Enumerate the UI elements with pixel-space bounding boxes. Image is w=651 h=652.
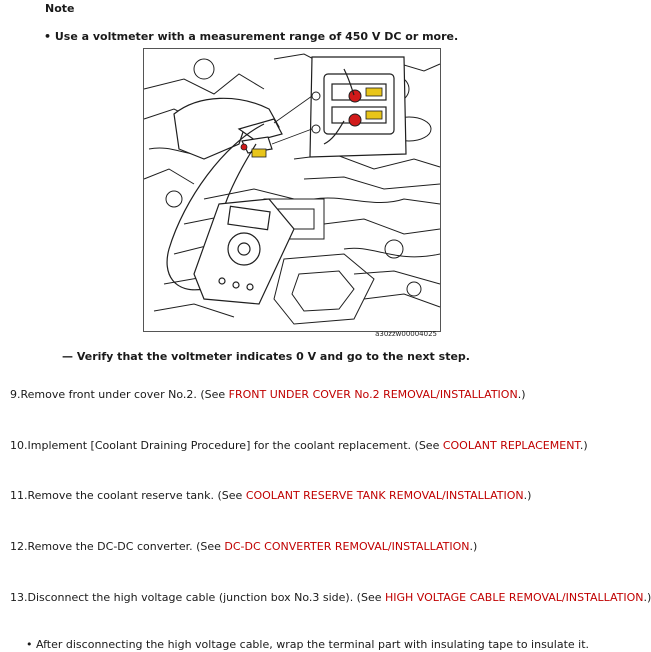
step-number: 11. [10, 489, 28, 502]
step-suffix: .) [643, 591, 651, 604]
step-suffix: .) [579, 439, 588, 452]
step-text: Remove the DC-DC converter. (See [27, 540, 225, 553]
step-number: 12. [10, 540, 28, 553]
link-high-voltage-cable[interactable]: HIGH VOLTAGE CABLE REMOVAL/INSTALLATION [385, 591, 644, 604]
engine-voltmeter-drawing [144, 49, 440, 331]
step-text: Remove front under cover No.2. (See [20, 388, 229, 401]
step-number: 9. [10, 388, 21, 401]
step-suffix: .) [469, 540, 478, 553]
link-front-under-cover[interactable]: FRONT UNDER COVER No.2 REMOVAL/INSTALLATION [228, 388, 518, 401]
illustration-frame [143, 48, 441, 332]
step-10 [10, 439, 588, 452]
step-suffix: .) [523, 489, 532, 502]
voltmeter-illustration [143, 48, 441, 340]
after-disconnect-note: • After disconnecting the high voltage cable, wrap the terminal part with insulating tape to insulate it. [26, 638, 590, 651]
step-suffix: .) [517, 388, 526, 401]
step-11 [10, 489, 531, 502]
step-number: 13. [10, 591, 28, 604]
step-9 [10, 388, 526, 401]
link-coolant-reserve-tank[interactable]: COOLANT RESERVE TANK REMOVAL/INSTALLATION [245, 489, 524, 502]
step-12 [10, 540, 477, 553]
figure-code: a30zzw00004025 [375, 330, 437, 338]
verify-instruction: — Verify that the voltmeter indicates 0 V and go to the next step. [62, 350, 470, 363]
step-13 [10, 591, 651, 604]
note-title: Note [45, 2, 75, 15]
link-dc-dc-converter[interactable]: DC-DC CONVERTER REMOVAL/INSTALLATION [224, 540, 470, 553]
step-number: 10. [10, 439, 28, 452]
step-text: Disconnect the high voltage cable (junction box No.3 side). (See [27, 591, 385, 604]
step-text: Remove the coolant reserve tank. (See [27, 489, 246, 502]
step-text: Implement [Coolant Draining Procedure] for the coolant replacement. (See [27, 439, 443, 452]
note-bullet: • Use a voltmeter with a measurement range of 450 V DC or more. [44, 30, 459, 43]
link-coolant-replacement[interactable]: COOLANT REPLACEMENT [442, 439, 580, 452]
